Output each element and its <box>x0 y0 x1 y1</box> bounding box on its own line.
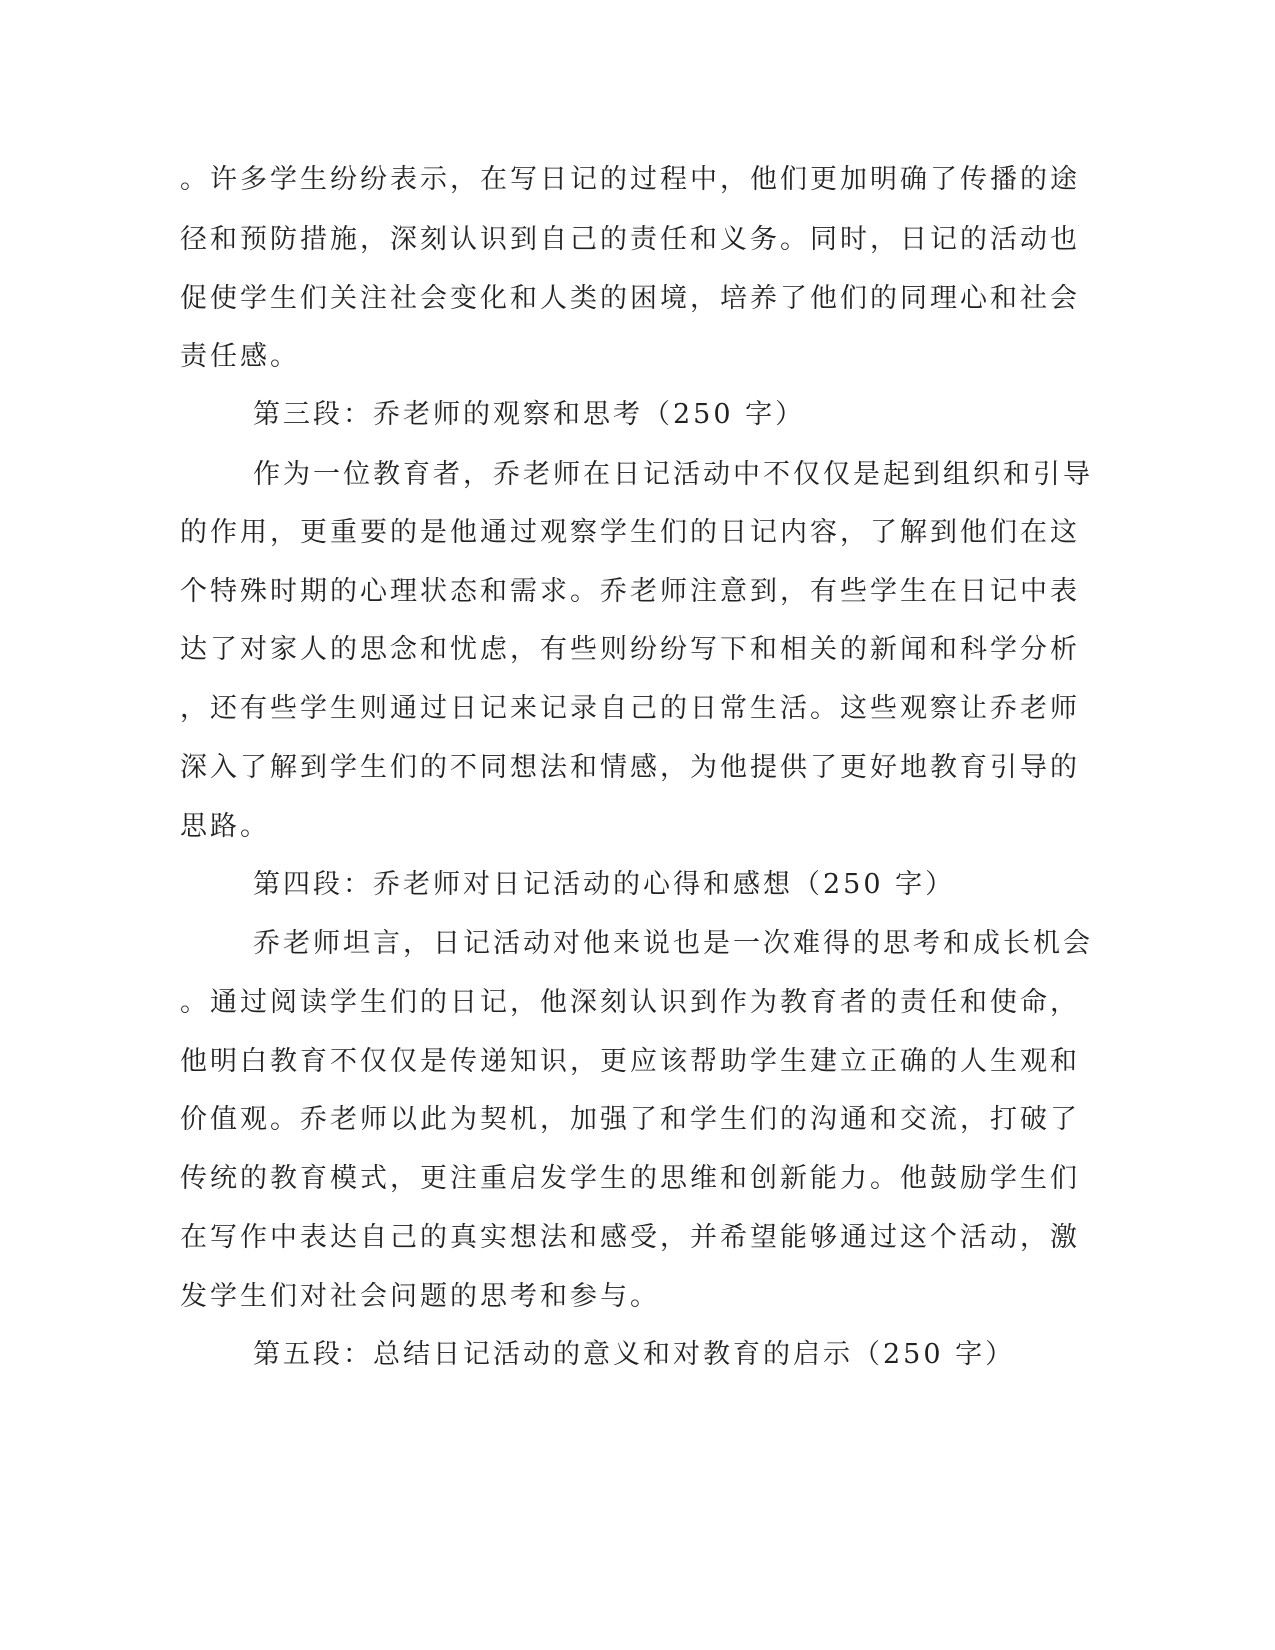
paragraph-line: 径和预防措施，深刻认识到自己的责任和义务。同时，日记的活动也 <box>180 224 1080 255</box>
paragraph-line: 责任感。 <box>180 341 300 372</box>
paragraph-line: 。许多学生纷纷表示，在写日记的过程中，他们更加明确了传播的途 <box>180 164 1080 195</box>
paragraph-line: 价值观。乔老师以此为契机，加强了和学生们的沟通和交流，打破了 <box>180 1104 1080 1135</box>
paragraph-line: 传统的教育模式，更注重启发学生的思维和创新能力。他鼓励学生们 <box>180 1163 1080 1194</box>
paragraph-line: 乔老师坦言，日记活动对他来说也是一次难得的思考和成长机会 <box>253 928 1093 959</box>
paragraph-line: 思路。 <box>180 811 270 842</box>
paragraph-line: ，还有些学生则通过日记来记录自己的日常生活。这些观察让乔老师 <box>180 693 1080 724</box>
paragraph-line: 深入了解到学生们的不同想法和情感，为他提供了更好地教育引导的 <box>180 752 1080 783</box>
paragraph-line: 个特殊时期的心理状态和需求。乔老师注意到，有些学生在日记中表 <box>180 576 1080 607</box>
section-heading-4: 第四段：乔老师对日记活动的心得和感想（250 字） <box>253 869 956 900</box>
paragraph-line: 发学生们对社会问题的思考和参与。 <box>180 1281 660 1312</box>
paragraph-line: 的作用，更重要的是他通过观察学生们的日记内容，了解到他们在这 <box>180 517 1080 548</box>
section-heading-3: 第三段：乔老师的观察和思考（250 字） <box>253 399 806 430</box>
paragraph-line: 他明白教育不仅仅是传递知识，更应该帮助学生建立正确的人生观和 <box>180 1046 1080 1077</box>
paragraph-line: 。通过阅读学生们的日记，他深刻认识到作为教育者的责任和使命， <box>180 987 1080 1018</box>
section-heading-5: 第五段：总结日记活动的意义和对教育的启示（250 字） <box>253 1339 1016 1370</box>
paragraph-line: 在写作中表达自己的真实想法和感受，并希望能够通过这个活动，激 <box>180 1222 1080 1253</box>
paragraph-line: 达了对家人的思念和忧虑，有些则纷纷写下和相关的新闻和科学分析 <box>180 634 1080 665</box>
paragraph-line: 促使学生们关注社会变化和人类的困境，培养了他们的同理心和社会 <box>180 283 1080 314</box>
paragraph-line: 作为一位教育者，乔老师在日记活动中不仅仅是起到组织和引导 <box>253 459 1093 490</box>
